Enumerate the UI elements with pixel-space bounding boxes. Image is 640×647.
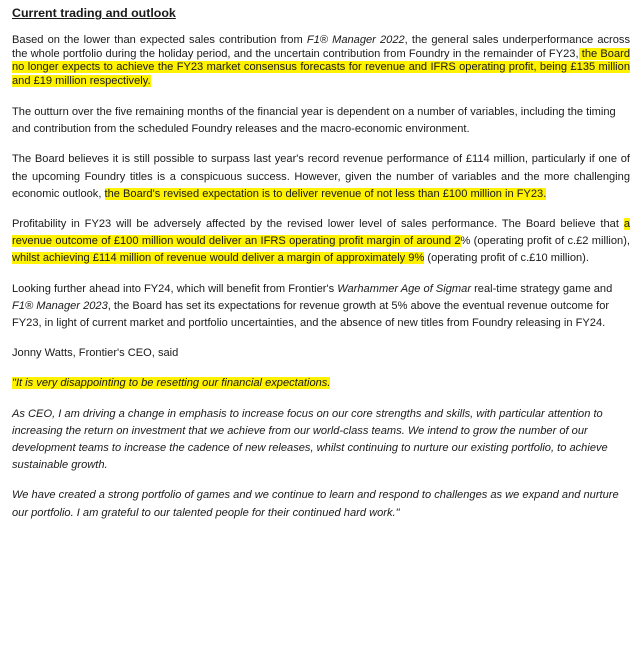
highlight-revised-expectation: the Board's revised expectation is to deliver revenue of not less than £100 million in FY23.	[104, 187, 547, 200]
p5-text-a: Looking further ahead into FY24, which will benefit from Frontier's	[12, 282, 338, 295]
game-title-f1-manager-2023: F1® Manager 2023	[12, 299, 108, 312]
highlight-ceo-quote: "It is very disappointing to be resetting our financial expectations.	[12, 377, 331, 390]
ceo-attribution: Jonny Watts, Frontier's CEO, said	[12, 347, 179, 360]
ceo-quote-strategy: As CEO, I am driving a change in emphasis to increase focus on our core strengths and skills, with particular attention to increasing the return on investment that we achieve from our world-class teams. We intend to grow the number of our development teams to increase the cadence of new releases, whilst continuing to nurture our existing portfolio, to achieve sustainable growth.	[12, 407, 608, 472]
highlight-operating-margin: a revenue outcome of £100 million would deliver an IFRS operating profit margin of around 2	[12, 218, 630, 248]
p3-text-a: The Board believes it is still possible to surpass last year's record revenue performance of £114 million, particularly if one of the upcoming Foundry titles is a conspicuous success. However, given the number of variables and the more challenging economic outlook,	[12, 153, 630, 200]
paragraph-sales-contribution	[12, 34, 630, 88]
paragraph-revenue-expectation	[12, 151, 630, 203]
paragraph-outturn: The outturn over the five remaining months of the financial year is dependent on a number of variables, including the timing and contribution from the scheduled Foundry releases and the macro-economic environment.	[12, 106, 616, 136]
game-title-f1-manager-2022: F1® Manager 2022	[306, 34, 405, 46]
paragraph-fy24-outlook	[12, 281, 630, 333]
ceo-quote-closing: We have created a strong portfolio of games and we continue to learn and respond to challenges as we expand and nurture our portfolio. I am grateful to our talented people for their continued hard work."	[12, 489, 619, 519]
ceo-quote-opening	[12, 375, 630, 392]
section-heading: Current trading and outlook	[12, 6, 176, 20]
p5-text-c: , the Board has set its expectations for revenue growth at 5% above the eventual revenue outcome for FY23, in light of current market and portfolio uncertainties, and the absence of new titles from Foundry releasing in FY24.	[12, 299, 610, 330]
paragraph-profitability	[12, 216, 630, 268]
p1-text-a: Based on the lower than expected sales contribution from	[12, 34, 307, 46]
p4-text-a: Profitability in FY23 will be adversely affected by the revised lower level of sales performance. The Board believe that	[12, 218, 624, 231]
p5-text-b: real-time strategy game and	[471, 282, 613, 295]
highlight-margin-approx: whilst achieving £114 million of revenue would deliver a margin of approximately 9%	[12, 252, 425, 265]
p4-text-b: % (operating profit of c.£2 million),	[460, 235, 630, 248]
highlight-consensus-forecast: the Board no longer expects to achieve the FY23 market consensus forecasts for revenue and IFRS operating profit, being £135 million and £19 million respectively.	[12, 47, 630, 87]
p1-text-b: , the general sales underperformance across the whole portfolio during the holiday period, and the uncertain contribution from Foundry in the remainder of FY23,	[12, 34, 630, 60]
game-title-warhammer: Warhammer Age of Sigmar	[337, 282, 472, 295]
p4-text-c: (operating profit of c.£10 million).	[424, 252, 589, 265]
